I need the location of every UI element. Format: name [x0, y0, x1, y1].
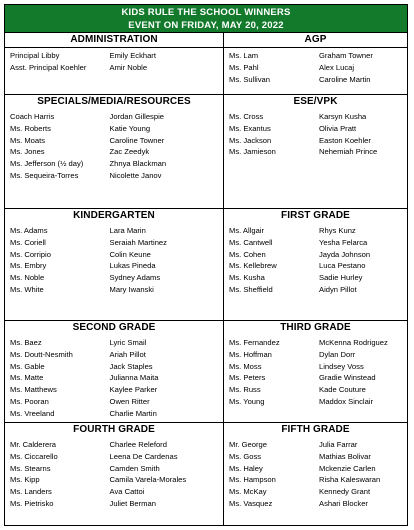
entry-list [5, 335, 223, 420]
student-winner: Nehemiah Prince [319, 147, 378, 157]
staff-name: Ms. Russ [229, 385, 261, 395]
student-winner: Kennedy Grant [319, 487, 371, 497]
staff-name: Ms. Moss [229, 361, 262, 371]
winner-row [224, 135, 407, 147]
student-winner: Jayda Johnson [319, 249, 371, 259]
student-winner: Emily Eckhart [109, 51, 156, 60]
staff-name: Ms. Jamieson [229, 147, 276, 157]
entry-list [5, 223, 223, 296]
winner-row [5, 361, 223, 373]
staff-name: Ms. White [10, 284, 44, 294]
winner-row [5, 249, 223, 261]
staff-name: Ms. Exantus [229, 123, 271, 133]
winner-row [224, 486, 407, 498]
winner-row [224, 439, 407, 451]
staff-name: Ms. Cantwell [229, 237, 273, 247]
student-winner: Camden Smith [109, 463, 160, 473]
staff-name: Ms. Jones [10, 147, 45, 157]
staff-name: Ms. Kellebrew [229, 261, 277, 271]
student-winner: Kade Couture [319, 385, 366, 395]
section-heading: ADMINISTRATION [5, 33, 223, 48]
student-winner: Mathias Bolivar [319, 451, 371, 461]
student-winner: Seraiah Martinez [109, 237, 167, 247]
student-winner: Yesha Felarca [319, 237, 368, 247]
staff-name: Ms. Stearns [10, 463, 51, 473]
winner-row [5, 272, 223, 284]
winner-row [224, 451, 407, 463]
student-winner: Olivia Pratt [319, 123, 357, 133]
staff-name: Ms. Vreeland [10, 408, 55, 418]
staff-name: Ms. Embry [10, 261, 47, 271]
staff-name: Ms. Sequeira-Torres [10, 170, 79, 180]
student-winner: Ariah Pillot [109, 349, 146, 359]
banner-title: KIDS RULE THE SCHOOL WINNERS [121, 7, 291, 18]
row-second-third [5, 321, 407, 423]
winner-row [224, 349, 407, 361]
winner-row [224, 361, 407, 373]
student-winner: Karsyn Kusha [319, 112, 367, 121]
section-heading: KINDERGARTEN [73, 210, 155, 221]
winner-row [5, 260, 223, 272]
row-kindergarten-first [5, 209, 407, 321]
student-winner: Jack Staples [109, 361, 153, 371]
staff-name: Mr. Calderera [10, 440, 56, 449]
section-specials-media-resources [5, 95, 224, 208]
student-winner: Katie Young [109, 123, 151, 133]
student-winner: Ashari Blocker [319, 498, 368, 508]
row-administration-agp [5, 33, 407, 95]
entry-list [224, 223, 407, 296]
staff-name: Ms. Kipp [10, 475, 40, 485]
staff-name: Ms. Hoffman [229, 349, 272, 359]
winner-row [224, 146, 407, 158]
winner-row [224, 237, 407, 249]
entry-list [224, 437, 407, 510]
staff-name: Ms. Cohen [229, 249, 266, 259]
student-winner: Kaylee Parker [109, 385, 158, 395]
winner-row [224, 372, 407, 384]
winner-row [5, 284, 223, 296]
winner-row [5, 349, 223, 361]
section-ese-vpk [224, 95, 407, 208]
staff-name: Ms. Coriell [10, 237, 46, 247]
student-winner: Graham Towner [319, 51, 373, 60]
winner-row [5, 146, 223, 158]
student-winner: Caroline Martin [319, 74, 371, 84]
staff-name: Ms. Goss [229, 451, 262, 461]
student-winner: Charlie Martin [109, 408, 157, 418]
staff-name: Principal Libby [10, 51, 60, 60]
student-winner: Amir Noble [109, 62, 148, 72]
winner-row [5, 498, 223, 510]
staff-name: Ms. Matthews [10, 385, 57, 395]
student-winner: Sydney Adams [109, 273, 161, 283]
staff-name: Ms. Cross [229, 112, 264, 121]
staff-name: Ms. Sullivan [229, 74, 270, 84]
section-fifth-grade [224, 423, 407, 525]
staff-name: Ms. Young [229, 396, 265, 406]
entry-list [224, 335, 407, 408]
winner-row [5, 225, 223, 237]
winner-row [5, 408, 223, 420]
winner-row [224, 62, 407, 74]
winner-row [224, 337, 407, 349]
student-winner: Alex Lucaj [319, 62, 355, 72]
winner-row [5, 158, 223, 170]
winner-row [5, 486, 223, 498]
winner-row [5, 384, 223, 396]
staff-name: Ms. Adams [10, 226, 48, 235]
winner-row [5, 123, 223, 135]
section-heading: THIRD GRADE [280, 322, 351, 333]
entry-list [5, 109, 223, 182]
staff-name: Ms. Kusha [229, 273, 265, 283]
winner-row [224, 50, 407, 62]
staff-name: Ms. Corripio [10, 249, 51, 259]
winner-row [5, 237, 223, 249]
entry-list [5, 437, 223, 510]
student-winner: Rhys Kunz [319, 226, 356, 235]
staff-name: Ms. Jefferson (½ day) [10, 159, 84, 169]
staff-name: Ms. Fernandez [229, 338, 280, 347]
staff-name: Ms. Landers [10, 487, 52, 497]
winner-row [5, 474, 223, 486]
staff-name: Ms. Pietrisko [10, 498, 54, 508]
staff-name: Ms. Moats [10, 135, 46, 145]
section-heading: ESE/VPK [293, 96, 338, 107]
student-winner: Charlee Releford [109, 440, 167, 449]
winner-row [5, 62, 223, 74]
entry-list [224, 48, 407, 85]
student-winner: Colin Keune [109, 249, 151, 259]
staff-name: Ms. Allgair [229, 226, 265, 235]
winner-row [5, 396, 223, 408]
student-winner: Lukas Pineda [109, 261, 156, 271]
section-second-grade [5, 321, 224, 422]
section-heading: SPECIALS/MEDIA/RESOURCES [37, 96, 191, 107]
winner-row [224, 396, 407, 408]
student-winner: Jordan Gillespie [109, 112, 164, 121]
student-winner: Nicolette Janov [109, 170, 162, 180]
winner-row [5, 337, 223, 349]
staff-name: Mr. George [229, 440, 267, 449]
winner-row [224, 384, 407, 396]
winner-row [224, 249, 407, 261]
title-banner [5, 5, 407, 33]
section-heading: SECOND GRADE [72, 322, 156, 333]
student-winner: Camila Varela-Morales [109, 475, 187, 485]
staff-name: Coach Harris [10, 112, 55, 121]
winner-row [5, 135, 223, 147]
student-winner: Lyric Smail [109, 338, 147, 347]
staff-name: Ms. Hampson [229, 475, 276, 485]
student-winner: McKenna Rodriguez [319, 338, 388, 347]
winner-row [224, 74, 407, 86]
winner-row [5, 170, 223, 182]
winner-row [224, 284, 407, 296]
winner-row [224, 111, 407, 123]
winner-row [5, 111, 223, 123]
staff-name: Ms. Lam [229, 51, 259, 60]
winners-grid [5, 33, 407, 525]
student-winner: Aidyn Pillot [319, 284, 357, 294]
student-winner: Easton Koehler [319, 135, 371, 145]
student-winner: Risha Kaleswaran [319, 475, 381, 485]
student-winner: Ava Cattoi [109, 487, 145, 497]
staff-name: Ms. Pahl [229, 62, 259, 72]
staff-name: Ms. Doutt-Nesmith [10, 349, 73, 359]
section-kindergarten [5, 209, 224, 320]
staff-name: Ms. Baez [10, 338, 42, 347]
winner-row [5, 372, 223, 384]
student-winner: Julianna Maita [109, 373, 159, 383]
winner-row [224, 225, 407, 237]
student-winner: Julia Farrar [319, 440, 358, 449]
entry-list [224, 109, 407, 158]
winners-sheet [4, 4, 408, 526]
section-first-grade [224, 209, 407, 320]
student-winner: Gradie Winstead [319, 373, 376, 383]
winner-row [5, 451, 223, 463]
staff-name: Ms. Matte [10, 373, 44, 383]
section-heading: AGP [224, 33, 407, 48]
student-winner: Juliet Berman [109, 498, 156, 508]
staff-name: Ms. Ciccarello [10, 451, 58, 461]
row-specials-ese [5, 95, 407, 209]
section-fourth-grade [5, 423, 224, 525]
section-administration [5, 33, 224, 94]
staff-name: Ms. Haley [229, 463, 263, 473]
student-winner: Owen Ritter [109, 396, 150, 406]
staff-name: Asst. Principal Koehler [10, 62, 87, 72]
staff-name: Ms. Noble [10, 273, 45, 283]
winner-row [5, 463, 223, 475]
student-winner: Maddox Sinclair [319, 396, 374, 406]
student-winner: Dylan Dorr [319, 349, 356, 359]
winner-row [5, 439, 223, 451]
staff-name: Ms. Gable [10, 361, 45, 371]
student-winner: Mckenzie Carlen [319, 463, 376, 473]
student-winner: Lindsey Voss [319, 361, 364, 371]
section-heading: FOURTH GRADE [73, 424, 155, 435]
staff-name: Ms. Peters [229, 373, 266, 383]
staff-name: Ms. Pooran [10, 396, 49, 406]
staff-name: Ms. Roberts [10, 123, 51, 133]
staff-name: Ms. Jackson [229, 135, 272, 145]
student-winner: Zhnya Blackman [109, 159, 167, 169]
winner-row [224, 498, 407, 510]
section-agp [224, 33, 407, 94]
staff-name: Ms. McKay [229, 487, 267, 497]
section-heading: FIRST GRADE [281, 210, 350, 221]
student-winner: Luca Pestano [319, 261, 366, 271]
row-fourth-fifth [5, 423, 407, 525]
winner-row [224, 463, 407, 475]
winner-row [224, 272, 407, 284]
student-winner: Lara Marin [109, 226, 146, 235]
winner-row [5, 50, 223, 62]
student-winner: Caroline Towner [109, 135, 165, 145]
section-heading: FIFTH GRADE [281, 424, 350, 435]
winner-row [224, 260, 407, 272]
student-winner: Sadie Hurley [319, 273, 363, 283]
section-third-grade [224, 321, 407, 422]
winner-row [224, 123, 407, 135]
entry-list [5, 48, 223, 74]
staff-name: Ms. Vasquez [229, 498, 273, 508]
student-winner: Mary Iwanski [109, 284, 154, 294]
student-winner: Zac Zeedyk [109, 147, 150, 157]
staff-name: Ms. Sheffield [229, 284, 273, 294]
student-winner: Leena De Cardenas [109, 451, 178, 461]
banner-subtitle: EVENT ON FRIDAY, MAY 20, 2022 [128, 20, 284, 31]
winner-row [224, 474, 407, 486]
